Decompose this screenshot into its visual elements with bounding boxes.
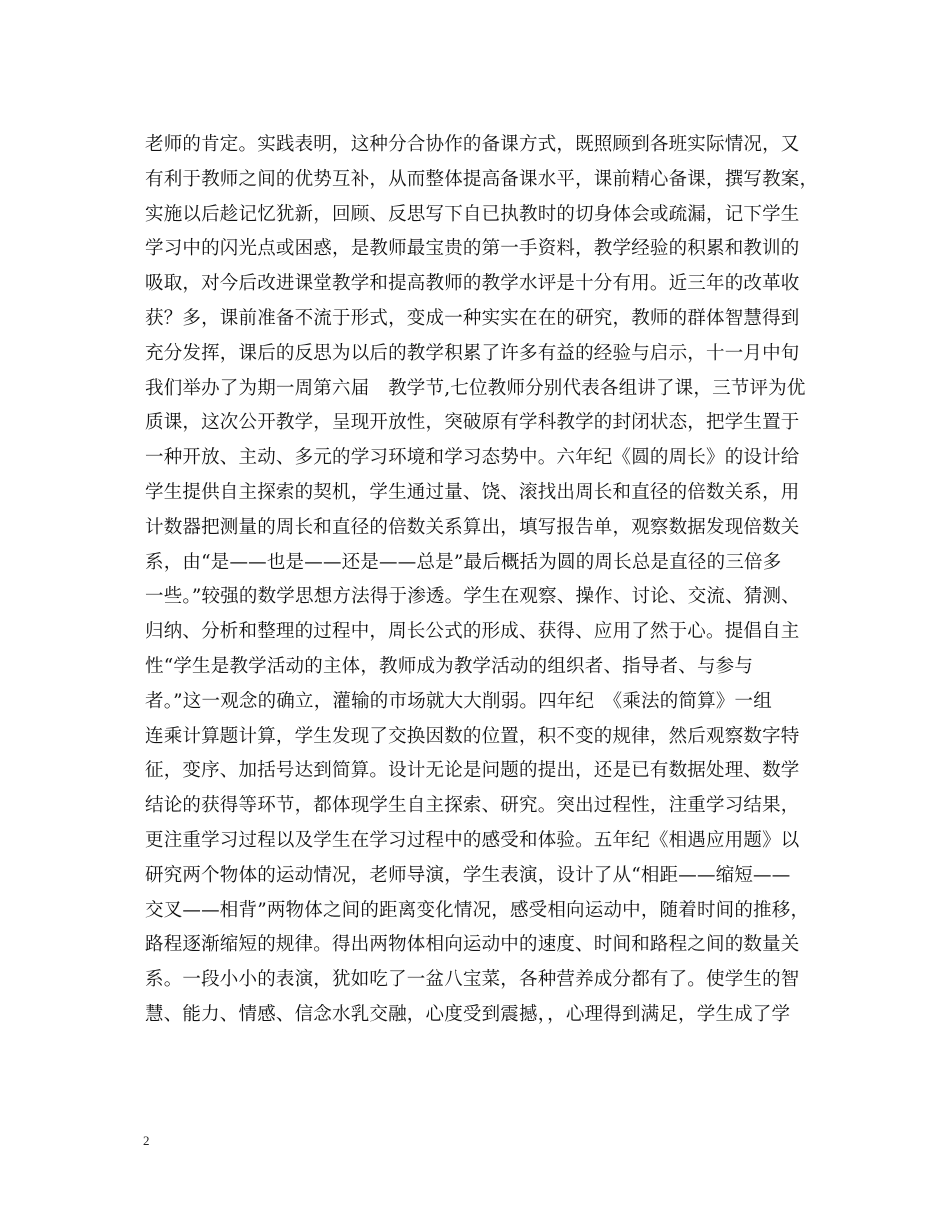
text-line: 学习中的闪光点或困惑，是教师最宝贵的第一手资料，教学经验的积累和教训的 [145, 238, 800, 260]
text-line: 吸取，对今后改进课堂教学和提高教师的教学水评是十分有用。近三年的改革收 [145, 273, 800, 295]
text-line: 一种开放、主动、多元的学习环境和学习态势中。六年纪《圆的周长》的设计给 [145, 447, 800, 469]
text-line: 者。”这一观念的确立，灌输的市场就大大削弱。四年纪 《乘法的简算》一组 [145, 690, 772, 712]
text-line: 归纳、分析和整理的过程中，周长公式的形成、获得、应用了然于心。提倡自主 [145, 621, 800, 643]
page-number: 2 [143, 1133, 150, 1148]
text-line: 获？多，课前准备不流于形式，变成一种实实在在的研究，教师的群体智慧得到 [145, 307, 800, 329]
text-line: 结论的获得等环节，都体现学生自主探索、研究。突出过程性，注重学习结果， [145, 795, 800, 817]
text-line: 性“学生是教学活动的主体，教师成为教学活动的组织者、指导者、与参与 [145, 655, 754, 677]
text-line: 充分发挥，课后的反思为以后的教学积累了许多有益的经验与启示，十一月中旬 [145, 342, 800, 364]
text-line: 征，变序、加括号达到简算。设计无论是问题的提出，还是已有数据处理、数学 [145, 760, 800, 782]
text-line: 我们举办了为期一周第六届 教学节,七位教师分别代表各组讲了课，三节评为优 [145, 377, 806, 399]
body-text [145, 128, 825, 1033]
text-line: 慧、能力、情感、信念水乳交融，心度受到震撼，，心理得到满足，学生成了学 [145, 1003, 791, 1025]
text-line: 一些。”较强的数学思想方法得于渗透。学生在观察、操作、讨论、交流、猜测、 [145, 586, 800, 608]
text-line: 实施以后趁记忆犹新，回顾、反思写下自已执教时的切身体会或疏漏，记下学生 [145, 203, 800, 225]
text-line: 研究两个物体的运动情况，老师导演，学生表演，设计了从“相距——缩短—— [145, 864, 791, 886]
text-line: 计数器把测量的周长和直径的倍数关系算出，填写报告单，观察数据发现倍数关 [145, 516, 800, 538]
text-line: 连乘计算题计算，学生发现了交换因数的位置，积不变的规律，然后观察数字特 [145, 725, 800, 747]
text-line: 老师的肯定。实践表明，这种分合协作的备课方式，既照顾到各班实际情况，又 [145, 134, 800, 155]
text-line: 更注重学习过程以及学生在学习过程中的感受和体验。五年纪《相遇应用题》以 [145, 829, 800, 851]
text-line: 质课，这次公开教学，呈现开放性，突破原有学科教学的封闭状态，把学生置于 [145, 412, 800, 434]
text-line: 系，由“是——也是——还是——总是”最后概括为圆的周长总是直径的三倍多 [145, 551, 782, 573]
text-line: 有利于教师之间的优势互补，从而整体提高备课水平，课前精心备课，撰写教案， [145, 168, 819, 190]
text-line: 系。一段小小的表演，犹如吃了一盆八宝菜，各种营养成分都有了。使学生的智 [145, 969, 800, 991]
text-line: 路程逐渐缩短的规律。得出两物体相向运动中的速度、时间和路程之间的数量关 [145, 934, 800, 956]
text-line: 学生提供自主探索的契机，学生通过量、饶、滚找出周长和直径的倍数关系，用 [145, 481, 800, 503]
text-line: 交叉——相背”两物体之间的距离变化情况，感受相向运动中，随着时间的推移， [145, 899, 810, 921]
